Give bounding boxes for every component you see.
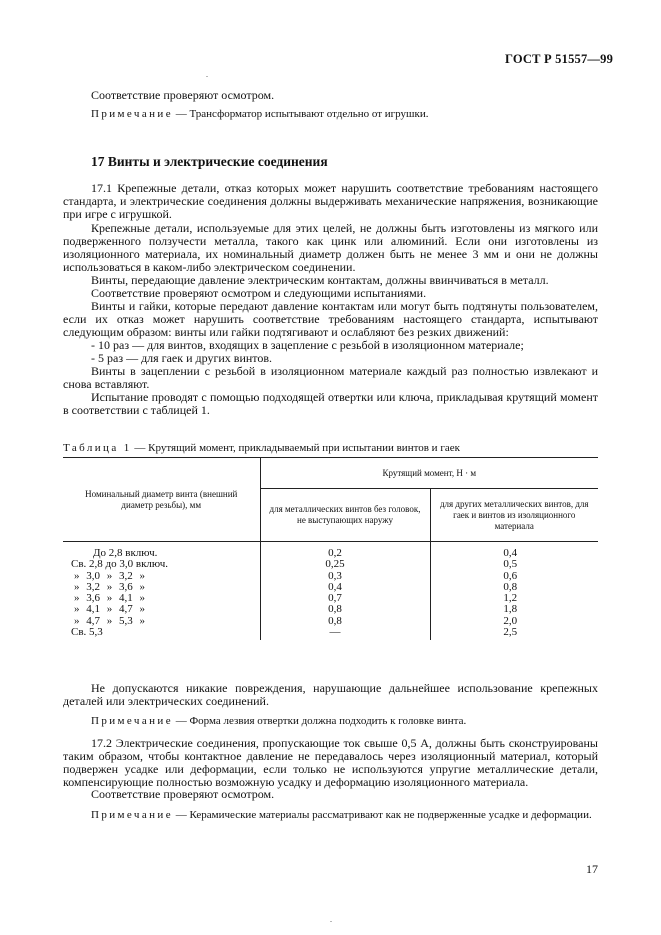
table-caption-text: — Крутящий момент, прикладываемый при испытании винтов и гаек [134, 442, 460, 454]
table-caption-label: Таблица 1 [63, 442, 132, 454]
table-cell-other: 0,4 [503, 547, 518, 559]
table-cell-metal: 0,3 [328, 569, 342, 582]
table-cell-diameter: До 2,8 включ. [93, 547, 158, 559]
paragraph-screws-nuts: Винты и гайки, которые передают давление контактам или могут быть подтянуты пользователем, если их отказ может нарушить соответствие требованиям настоящего стандарта, испытывают следующим образом: винты или гайки подтягивают и ослабляют без резких движений: [63, 299, 598, 339]
table-cell-metal: 0,25 [325, 558, 345, 571]
table-cell-metal: 0,7 [328, 592, 342, 605]
table-cell-metal: 0,4 [328, 580, 342, 593]
table-cell-other: 1,2 [503, 592, 518, 605]
table-body [63, 542, 598, 641]
note-text: — Форма лезвия отвертки должна подходить к головке винта. [175, 715, 467, 727]
table-cell-metal: 0,8 [328, 603, 342, 616]
note-label: Примечание [91, 809, 173, 821]
table-cell-diameter: » 4,1 » 4,7 » [74, 603, 145, 616]
header-torque: Крутящий момент, Н · м [260, 458, 598, 489]
check-inspection-text-2: Соответствие проверяют осмотром. [91, 787, 275, 801]
page-number: 17 [586, 862, 598, 876]
header-other-screws: для других металлических винтов, для гаек и винтов из изоляционного материала [430, 489, 598, 542]
table-caption [63, 442, 460, 454]
other-screws-column [430, 542, 598, 641]
note-ceramic [63, 809, 598, 822]
table-cell-metal: — [329, 626, 341, 639]
table-cell-other: 0,6 [503, 569, 518, 582]
section-title: 17 Винты и электрические соединения [91, 154, 328, 169]
paragraph-remove-insert: Винты в зацеплении с резьбой в изоляционном материале каждый раз полностью извлекают и снова вставляют. [63, 364, 598, 391]
note-text: — Керамические материалы рассматривают как не подверженные усадке и деформации. [175, 809, 592, 821]
paragraph-test-method: Испытание проводят с помощью подходящей отвертки или ключа, прикладывая крутящий момент в соответствии с таблицей 1. [63, 390, 598, 417]
paragraph-17-1: 17.1 Крепежные детали, отказ которых может нарушить соответствие требованиям настоящего стандарта, и электрические соединения должны выдерживать механические напряжения, возникающие при игре с игрушкой. [63, 181, 598, 221]
table-cell-diameter: » 3,6 » 4,1 » [74, 592, 145, 605]
document-code: ГОСТ Р 51557—99 [505, 52, 614, 66]
note-transformer [91, 108, 429, 120]
table-cell-diameter: » 3,0 » 3,2 » [74, 569, 145, 582]
check-inspection-text: Соответствие проверяют осмотром. [91, 88, 275, 102]
paragraph-screws-contact: Винты, передающие давление электрическим контактам, должны ввинчиваться в металл. [91, 273, 549, 287]
note-label: Примечание [91, 108, 173, 120]
table-cell-metal: 0,2 [328, 547, 342, 559]
table-cell-diameter: Св. 2,8 до 3,0 включ. [71, 558, 168, 571]
header-metal-screws: для металлических винтов без головок, не выступающих наружу [260, 489, 430, 542]
note-label: Примечание [91, 715, 173, 727]
note-text: — Трансформатор испытывают отдельно от игрушки. [175, 108, 429, 120]
paragraph-17-2: 17.2 Электрические соединения, пропускающие ток свыше 0,5 А, должны быть сконструированы таким образом, чтобы контактное давление не передавалось через изоляционный материал, который подвержен усадке или деформации, если только не используются упругие металлические детали, компенсирующие полностью возможную усадку и деформацию изоляционного материала. [63, 736, 598, 789]
table-cell-other: 2,0 [503, 614, 518, 627]
table-cell-metal: 0,8 [328, 614, 342, 627]
table-cell-other: 2,5 [503, 626, 518, 639]
table-cell-diameter: » 3,2 » 3,6 » [74, 580, 145, 593]
paragraph-check-tests: Соответствие проверяют осмотром и следующими испытаниями. [91, 286, 427, 300]
paragraph-fasteners: Крепежные детали, используемые для этих целей, не должны быть изготовлены из мягкого или подверженного ползучести металла, такого как цинк или алюминий. Если они изготовлены из изоляционного материала, их номинальный диаметр должен быть не менее 3 мм и они не должны использоваться в каком-либо электрическом соединении. [63, 221, 598, 274]
header-diameter: Номинальный диаметр винта (внешний диаметр резьбы), мм [63, 458, 260, 542]
scan-mark: . [206, 70, 208, 79]
note-screwdriver [91, 715, 466, 727]
table-cell-other: 0,5 [503, 558, 518, 571]
paragraph-no-damage: Не допускаются никакие повреждения, нарушающие дальнейшее использование крепежных деталей или электрических соединений. [63, 681, 598, 708]
list-item-5-times: - 5 раз — для гаек и других винтов. [91, 351, 273, 365]
torque-table [63, 457, 598, 640]
scan-mark-bottom: . [330, 915, 332, 924]
metal-screws-column [260, 542, 430, 641]
table-cell-other: 1,8 [503, 603, 518, 616]
table-cell-other: 0,8 [503, 580, 518, 593]
table-cell-diameter: » 4,7 » 5,3 » [74, 614, 145, 627]
table-cell-diameter: Св. 5,3 [71, 626, 103, 639]
list-item-10-times: - 10 раз — для винтов, входящих в зацепление с резьбой в изоляционном материале; [91, 338, 524, 352]
diameter-column [63, 542, 260, 641]
